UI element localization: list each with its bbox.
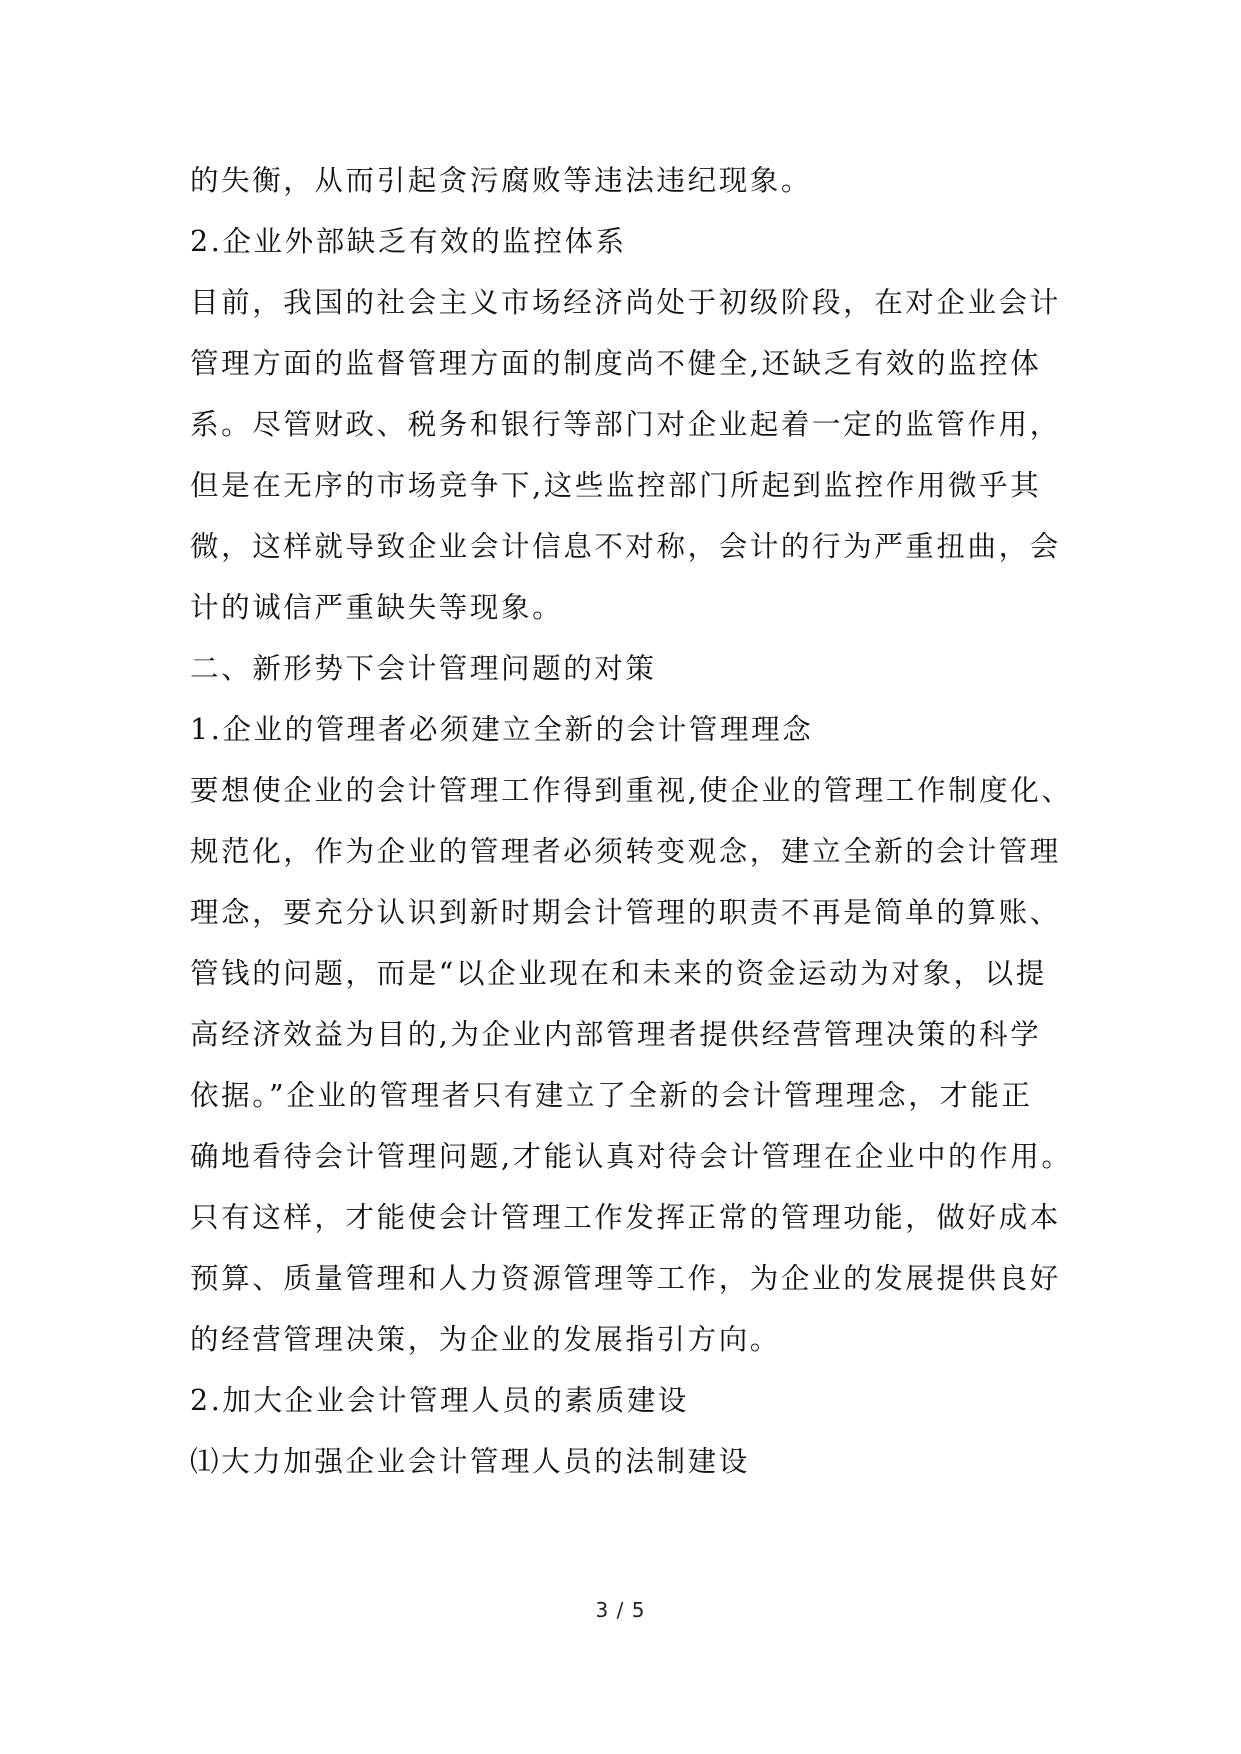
text-line: 确地看待会计管理问题,才能认真对待会计管理在企业中的作用。	[190, 1140, 1073, 1173]
page-number: 3 / 5	[595, 1598, 646, 1622]
text-line: 微，这样就导致企业会计信息不对称，会计的行为严重扭曲，会	[190, 530, 1061, 563]
section-heading: 2.企业外部缺乏有效的监控体系	[190, 225, 627, 258]
section-heading: 1.企业的管理者必须建立全新的会计管理理念	[190, 713, 814, 746]
text-line: 要想使企业的会计管理工作得到重视,使企业的管理工作制度化、	[190, 774, 1073, 807]
text-line: 的失衡，从而引起贪污腐败等违法违纪现象。	[190, 164, 813, 197]
text-line: 系。尽管财政、税务和银行等部门对企业起着一定的监管作用，	[190, 408, 1061, 441]
text-line: 依据。”企业的管理者只有建立了全新的会计管理理念，才能正	[190, 1079, 1033, 1112]
text-line: 只有这样，才能使会计管理工作发挥正常的管理功能，做好成本	[190, 1201, 1061, 1234]
section-heading: ⑴大力加强企业会计管理人员的法制建设	[190, 1445, 750, 1478]
text-line: 计的诚信严重缺失等现象。	[190, 591, 564, 624]
text-line: 但是在无序的市场竞争下,这些监控部门所起到监控作用微乎其	[190, 469, 1042, 502]
text-line: 高经济效益为目的,为企业内部管理者提供经营管理决策的科学	[190, 1018, 1042, 1051]
text-line: 的经营管理决策，为企业的发展指引方向。	[190, 1323, 781, 1356]
text-line: 预算、质量管理和人力资源管理等工作，为企业的发展提供良好	[190, 1262, 1061, 1295]
text-line: 目前，我国的社会主义市场经济尚处于初级阶段，在对企业会计	[190, 286, 1061, 319]
text-line: 理念，要充分认识到新时期会计管理的职责不再是简单的算账、	[190, 896, 1061, 929]
section-heading: 二、新形势下会计管理问题的对策	[190, 652, 657, 685]
document-body	[190, 150, 1073, 1492]
text-line: 规范化，作为企业的管理者必须转变观念，建立全新的会计管理	[190, 835, 1061, 868]
section-heading: 2.加大企业会计管理人员的素质建设	[190, 1384, 689, 1417]
text-line: 管钱的问题，而是“以企业现在和未来的资金运动为对象，以提	[190, 957, 1047, 990]
text-line: 管理方面的监督管理方面的制度尚不健全,还缺乏有效的监控体	[190, 347, 1042, 380]
